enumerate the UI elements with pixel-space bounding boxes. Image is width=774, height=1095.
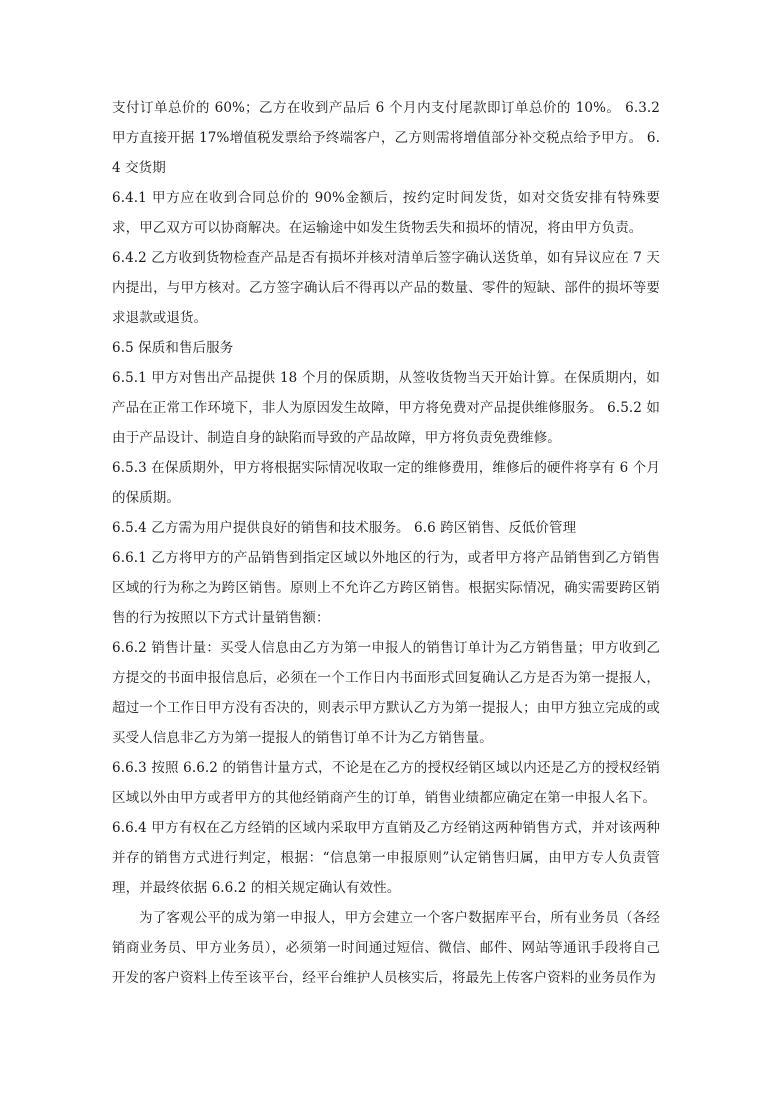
paragraph-payment-invoice: 支付订单总价的 60%；乙方在收到产品后 6 个月内支付尾款即订单总价的 10%。 6.3.2 甲方直接开据 17%增值税发票给予终端客户，乙方则需将增值部分补交税点给予甲方。 6.4 交货期 <box>112 100 660 176</box>
paragraph-6-4-1: 6.4.1 甲方应在收到合同总价的 90%金额后，按约定时间发货，如对交货安排有特殊要求，甲乙双方可以协商解决。在运输途中如发生货物丢失和损坏的情况，将由甲方负责。 <box>112 190 660 236</box>
paragraph-6-5-4: 6.5.4 乙方需为用户提供良好的销售和技术服务。 6.6 跨区销售、反低价管理 <box>112 520 577 536</box>
paragraph-6-5-1: 6.5.1 甲方对售出产品提供 18 个月的保质期，从签收货物当天开始计算。在保质期内，如产品在正常工作环境下，非人为原因发生故障，甲方将免费对产品提供维修服务。 6.5.2 如由于产品设计、制造自身的缺陷而导致的产品故障，甲方将负责免费维修。 <box>112 370 660 446</box>
paragraph-6-6-2: 6.6.2 销售计量：买受人信息由乙方为第一申报人的销售订单计为乙方销售量；甲方收到乙方提交的书面申报信息后，必须在一个工作日内书面形式回复确认乙方是否为第一提报人，超过一个工作日甲方没有否决的，则表示甲方默认乙方为第一提报人；由甲方独立完成的或买受人信息非乙方为第一提报人的销售订单不计为乙方销售量。 <box>112 640 660 746</box>
paragraph-6-6-1: 6.6.1 乙方将甲方的产品销售到指定区域以外地区的行为，或者甲方将产品销售到乙方销售区域的行为称之为跨区销售。原则上不允许乙方跨区销售。根据实际情况，确实需要跨区销售的行为按照以下方式计量销售额： <box>112 550 660 626</box>
document-body <box>112 93 660 993</box>
heading-6-5: 6.5 保质和售后服务 <box>112 340 234 356</box>
paragraph-6-6-3: 6.6.3 按照 6.6.2 的销售计量方式，不论是在乙方的授权经销区域以内还是乙方的授权经销区域以外由甲方或者甲方的其他经销商产生的订单，销售业绩都应确定在第一申报人名下。 <box>112 760 660 806</box>
paragraph-6-4-2: 6.4.2 乙方收到货物检查产品是否有损坏并核对清单后签字确认送货单，如有异议应在 7 天内提出，与甲方核对。乙方签字确认后不得再以产品的数量、零件的短缺、部件的损坏等要求退款或退货。 <box>112 250 660 326</box>
paragraph-6-6-4: 6.6.4 甲方有权在乙方经销的区域内采取甲方直销及乙方经销这两种销售方式，并对该两种并存的销售方式进行判定，根据：“信息第一申报原则”认定销售归属，由甲方专人负责管理，并最终依据 6.6.2 的相关规定确认有效性。 <box>112 820 660 896</box>
paragraph-first-declarer: 为了客观公平的成为第一申报人，甲方会建立一个客户数据库平台，所有业务员（各经销商业务员、甲方业务员），必须第一时间通过短信、微信、邮件、网站等通讯手段将自己开发的客户资料上传至该平台，经平台维护人员核实后，将最先上传客户资料的业务员作为 <box>112 910 660 986</box>
paragraph-6-5-3: 6.5.3 在保质期外，甲方将根据实际情况收取一定的维修费用，维修后的硬件将享有 6 个月的保质期。 <box>112 460 660 506</box>
